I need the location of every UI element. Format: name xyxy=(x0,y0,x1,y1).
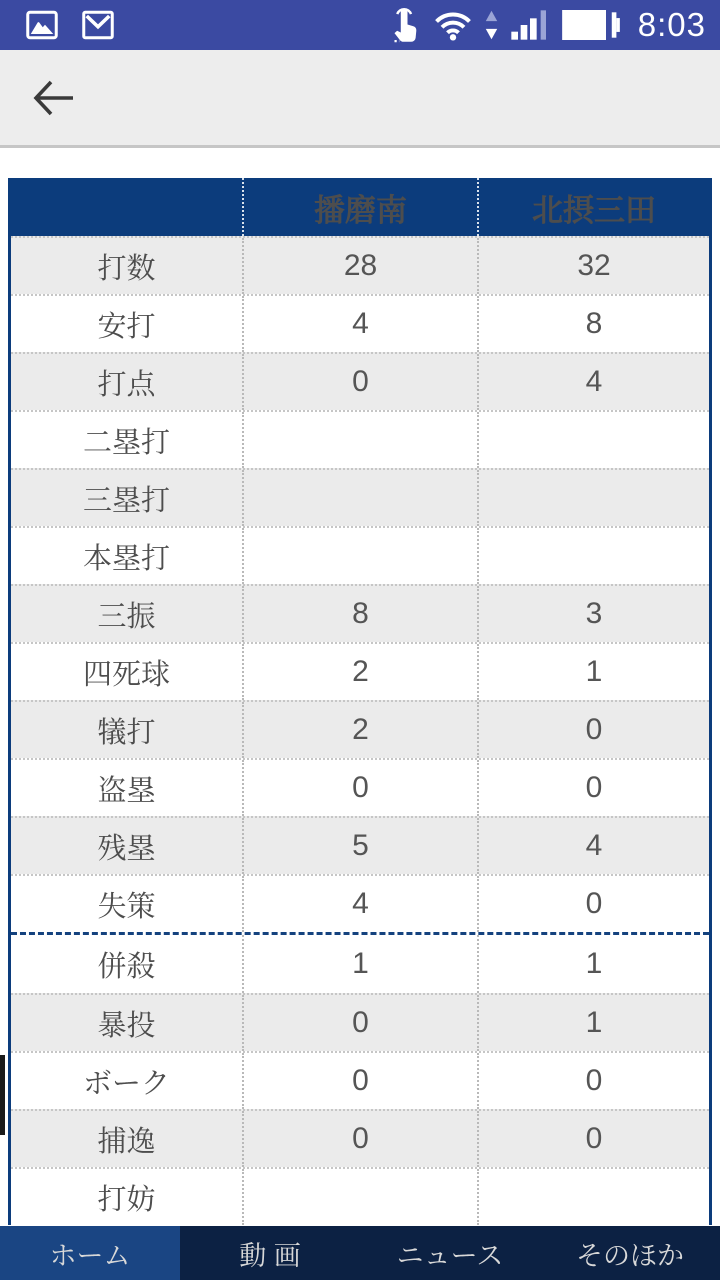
bottom-nav xyxy=(0,1226,720,1280)
nav-tab-0[interactable]: ホーム xyxy=(0,1226,180,1280)
stat-label: 残塁 xyxy=(97,832,156,865)
stat-value-team1: 2 xyxy=(242,644,477,700)
stat-value-team2: 4 xyxy=(477,354,709,410)
table-row xyxy=(11,935,709,993)
stat-label: 犠打 xyxy=(97,716,156,749)
stat-value-team1 xyxy=(242,1169,477,1225)
stat-value-team1: 4 xyxy=(242,876,477,932)
table-row xyxy=(11,993,709,1051)
status-bar-clock: 8:03 xyxy=(637,6,706,43)
stat-label: 失策 xyxy=(97,890,156,923)
stat-label: 併殺 xyxy=(97,950,156,983)
table-row xyxy=(11,236,709,294)
stat-label: 打数 xyxy=(97,252,156,285)
stat-value-team2: 8 xyxy=(477,296,709,352)
table-row xyxy=(11,816,709,874)
stat-value-team2 xyxy=(477,1169,709,1225)
table-row xyxy=(11,1051,709,1109)
table-row xyxy=(11,526,709,584)
stat-label: 打妨 xyxy=(97,1183,156,1216)
table-row xyxy=(11,352,709,410)
stat-label: 四死球 xyxy=(82,658,170,691)
stat-label: 二塁打 xyxy=(82,426,170,459)
scrollbar[interactable] xyxy=(0,1055,5,1135)
table-row xyxy=(11,1167,709,1225)
back-arrow-icon xyxy=(30,78,78,118)
status-bar-notifications xyxy=(24,7,116,43)
touch-icon xyxy=(387,4,421,46)
stat-value-team2: 0 xyxy=(477,702,709,758)
stat-value-team2: 1 xyxy=(477,995,709,1051)
column-header-stat xyxy=(11,178,242,236)
stat-value-team1 xyxy=(242,528,477,584)
stat-value-team1 xyxy=(242,470,477,526)
stat-value-team2: 4 xyxy=(477,818,709,874)
gallery-icon xyxy=(24,7,60,43)
stat-value-team1: 1 xyxy=(242,935,477,993)
table-row xyxy=(11,642,709,700)
stat-value-team1: 8 xyxy=(242,586,477,642)
nav-tab-3[interactable]: そのほか xyxy=(576,1240,684,1271)
stat-value-team2 xyxy=(477,470,709,526)
stat-value-team2: 1 xyxy=(477,644,709,700)
column-header-team1: 播磨南 xyxy=(242,178,477,236)
stat-label: 暴投 xyxy=(97,1009,156,1042)
stat-value-team2: 0 xyxy=(477,760,709,816)
stat-label: ボーク xyxy=(82,1067,170,1100)
status-bar xyxy=(0,0,720,50)
stat-value-team2: 1 xyxy=(477,935,709,993)
table-section-batting xyxy=(11,236,709,932)
table-row xyxy=(11,758,709,816)
stat-label: 三振 xyxy=(97,600,156,633)
stat-value-team1: 0 xyxy=(242,995,477,1051)
app-bar xyxy=(0,50,720,148)
data-activity-icon xyxy=(485,9,498,41)
stat-value-team1: 0 xyxy=(242,1053,477,1109)
table-row xyxy=(11,1109,709,1167)
nav-tab-1[interactable]: 動 画 xyxy=(239,1240,301,1271)
stat-value-team2 xyxy=(477,412,709,468)
table-row xyxy=(11,700,709,758)
stats-table xyxy=(8,178,712,1225)
table-row xyxy=(11,410,709,468)
stat-label: 安打 xyxy=(97,310,156,343)
stat-value-team1: 5 xyxy=(242,818,477,874)
stat-value-team2: 3 xyxy=(477,586,709,642)
stat-value-team2 xyxy=(477,528,709,584)
table-header-row xyxy=(11,178,709,236)
gmail-icon xyxy=(80,7,116,43)
column-header-team2: 北摂三田 xyxy=(477,178,709,236)
battery-icon xyxy=(562,10,620,40)
stat-value-team1: 28 xyxy=(242,238,477,294)
stat-value-team1: 2 xyxy=(242,702,477,758)
table-section-misc xyxy=(11,932,709,1225)
stat-value-team1 xyxy=(242,412,477,468)
nav-tab-2[interactable]: ニュース xyxy=(396,1240,504,1271)
status-bar-system-icons xyxy=(387,4,706,46)
stat-label: 三塁打 xyxy=(82,484,170,517)
stat-value-team2: 32 xyxy=(477,238,709,294)
stat-value-team2: 0 xyxy=(477,876,709,932)
table-row xyxy=(11,468,709,526)
back-button[interactable] xyxy=(24,72,84,124)
signal-icon xyxy=(510,9,550,41)
table-row xyxy=(11,584,709,642)
table-row xyxy=(11,874,709,932)
stat-label: 本塁打 xyxy=(82,542,170,575)
stat-label: 打点 xyxy=(97,368,156,401)
stat-value-team2: 0 xyxy=(477,1111,709,1167)
stat-value-team1: 0 xyxy=(242,354,477,410)
stat-value-team2: 0 xyxy=(477,1053,709,1109)
stat-value-team1: 0 xyxy=(242,1111,477,1167)
stat-value-team1: 0 xyxy=(242,760,477,816)
wifi-icon xyxy=(433,9,473,41)
stat-label: 盗塁 xyxy=(97,774,156,807)
stat-label: 捕逸 xyxy=(97,1125,156,1158)
table-row xyxy=(11,294,709,352)
stat-value-team1: 4 xyxy=(242,296,477,352)
